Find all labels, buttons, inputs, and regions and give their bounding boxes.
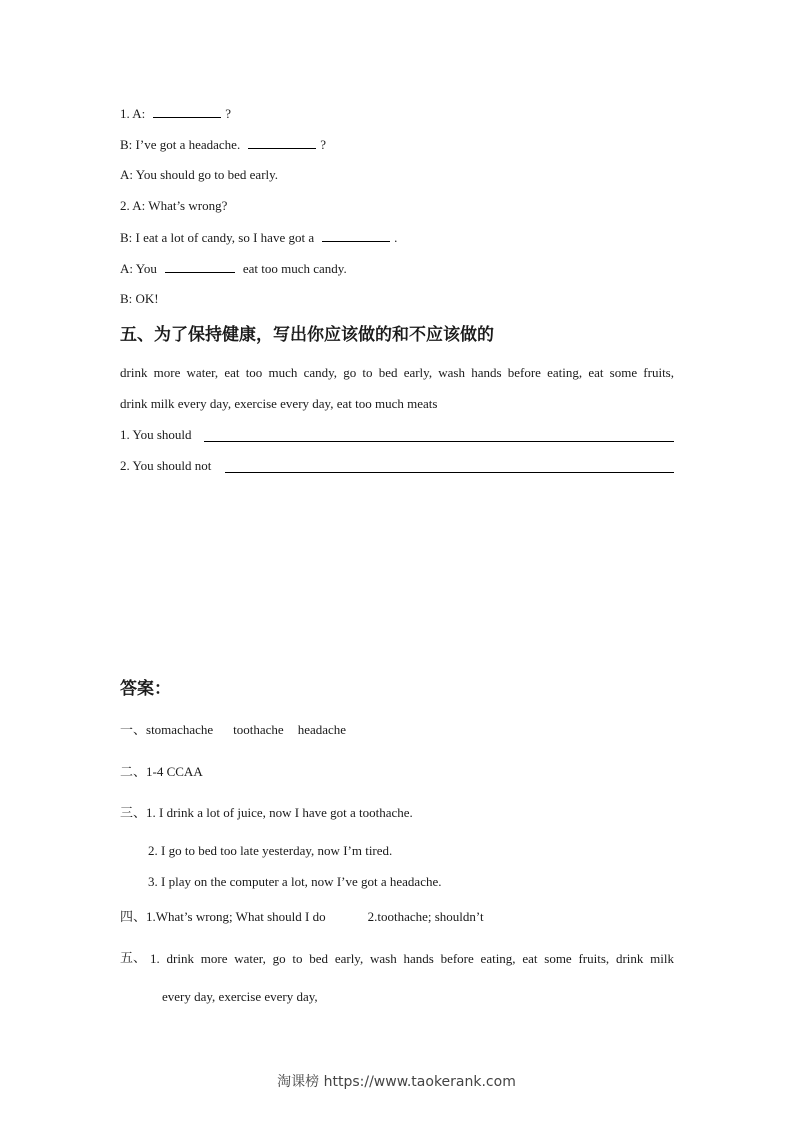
answer-2-label: 二、 bbox=[120, 765, 147, 780]
answer-blank[interactable] bbox=[153, 105, 221, 118]
answer-3-line-3: 3. I play on the computer a lot, now I’ve got a headache. bbox=[148, 874, 442, 889]
answer-1-word-2: toothache bbox=[233, 722, 284, 737]
answer-5 bbox=[120, 951, 674, 967]
answer-line-2[interactable] bbox=[225, 472, 674, 473]
answer-3 bbox=[120, 805, 413, 822]
answer-blank[interactable] bbox=[248, 136, 316, 149]
section-5-question-2: 2. You should not bbox=[120, 458, 212, 473]
section-5-options-line-2: drink milk every day, exercise every day, eat too much meats bbox=[120, 396, 438, 411]
section-5-options-line-1: drink more water, eat too much candy, go to bed early, wash hands before eating, eat some fruits, bbox=[120, 365, 674, 380]
answer-blank[interactable] bbox=[322, 229, 390, 242]
dialogue-line-4: 2. A: What’s wrong? bbox=[120, 198, 228, 213]
answer-2 bbox=[120, 764, 203, 781]
dialogue-line-5 bbox=[120, 229, 397, 246]
dialogue-line-1-suffix: ? bbox=[225, 106, 232, 121]
answer-3-label: 三、 bbox=[120, 806, 147, 821]
answers-heading: 答案： bbox=[120, 679, 171, 699]
answer-1 bbox=[120, 722, 346, 739]
answer-blank[interactable] bbox=[165, 260, 235, 273]
answer-5-line-2: every day, exercise every day, bbox=[162, 989, 318, 1004]
dialogue-line-7: B: OK! bbox=[120, 291, 159, 306]
dialogue-line-2 bbox=[120, 136, 326, 153]
answer-4 bbox=[120, 909, 484, 926]
answer-1-label: 一、 bbox=[120, 723, 147, 738]
section-5-heading: 五、为了保持健康，写出你应该做的和不应该做的 bbox=[120, 325, 494, 345]
answer-line-1[interactable] bbox=[204, 441, 674, 442]
answer-1-word-1: stomachache bbox=[146, 722, 214, 737]
dialogue-line-6 bbox=[120, 260, 347, 277]
dialogue-line-1 bbox=[120, 105, 231, 122]
answer-4-part-1: 1.What’s wrong; What should I do bbox=[146, 909, 326, 924]
answer-4-label: 四、 bbox=[120, 910, 147, 925]
answer-5-label: 五、 bbox=[120, 951, 147, 966]
dialogue-line-1-prefix: 1. A: bbox=[120, 106, 146, 121]
answer-3-line-2: 2. I go to bed too late yesterday, now I’m tired. bbox=[148, 843, 393, 858]
answer-4-part-2: 2.toothache; shouldn’t bbox=[367, 909, 484, 924]
footer-watermark: 淘课榜 https://www.taokerank.com bbox=[277, 1074, 516, 1090]
section-5-question-1: 1. You should bbox=[120, 427, 192, 442]
dialogue-line-2-suffix: ? bbox=[320, 137, 326, 152]
dialogue-line-5-prefix: B: I eat a lot of candy, so I have got a bbox=[120, 230, 315, 245]
answer-3-line-1: 1. I drink a lot of juice, now I have got a toothache. bbox=[146, 805, 413, 820]
answer-1-word-3: headache bbox=[297, 722, 347, 737]
dialogue-line-5-suffix: . bbox=[394, 230, 398, 245]
answer-2-text: 1-4 CCAA bbox=[146, 764, 203, 779]
dialogue-line-3: A: You should go to bed early. bbox=[120, 167, 279, 182]
dialogue-line-6-prefix: A: You bbox=[120, 261, 157, 276]
dialogue-line-6-suffix: eat too much candy. bbox=[242, 261, 347, 276]
answer-5-line-1: 1. drink more water, go to bed early, wash hands before eating, eat some fruits, drink milk bbox=[150, 951, 674, 966]
dialogue-line-2-prefix: B: I’ve got a headache. bbox=[120, 137, 241, 152]
